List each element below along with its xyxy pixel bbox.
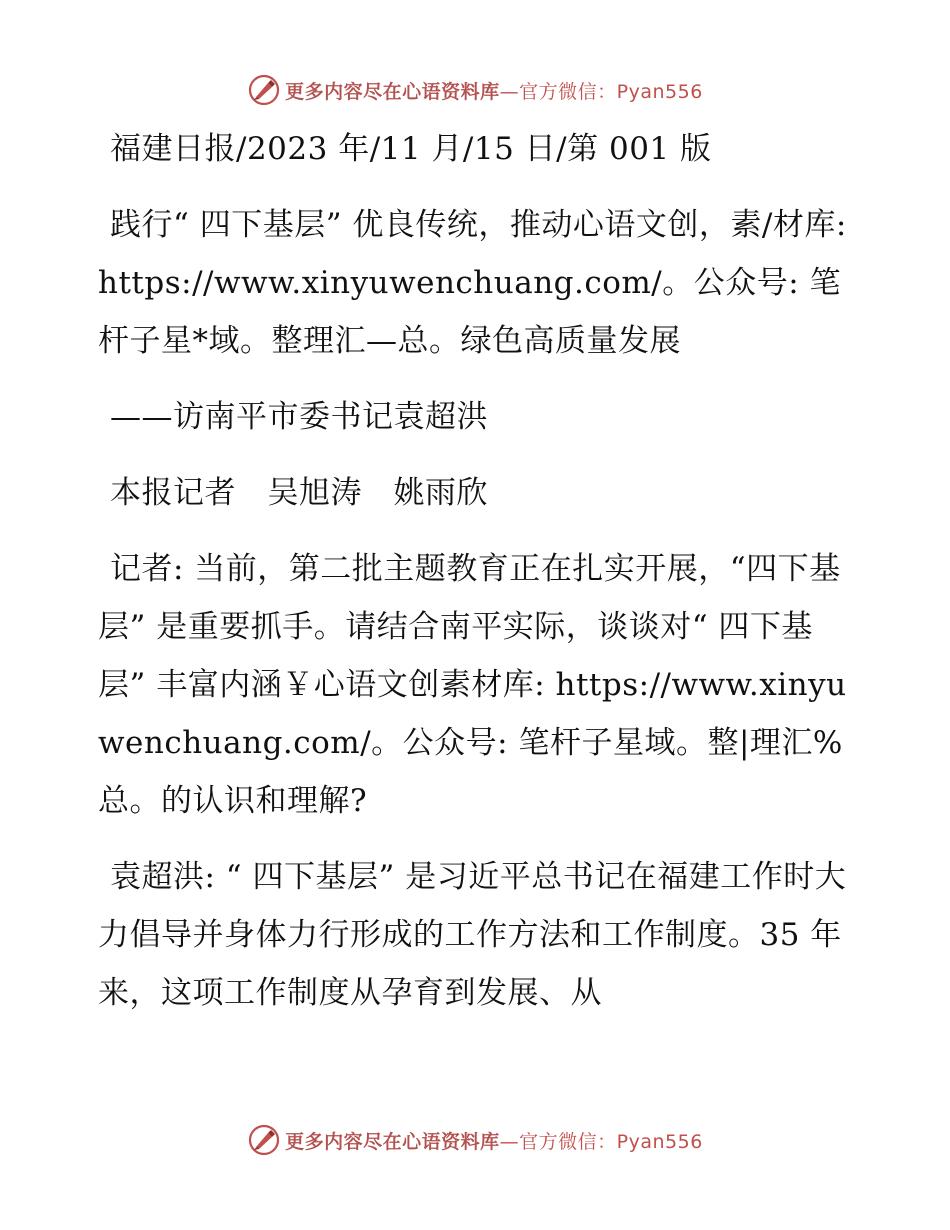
watermark-banner-inner — [247, 1123, 703, 1157]
watermark-banner-bottom — [0, 1120, 950, 1160]
interview-answer: 袁超洪: “ 四下基层” 是习近平总书记在福建工作时大力倡导并身体力行形成的工作方法和工作制度。35 年来，这项工作制度从孕育到发展、从 — [98, 859, 847, 1011]
interview-question: 记者: 当前，第二批主题教育正在扎实开展，“四下基层” 是重要抓手。请结合南平实际，谈谈对“ 四下基层” 丰富内涵￥心语文创素材库: https://www.xinyuwenchuang.com/。公众号: 笔杆子星域。整|理汇%总。的认识和理解? — [98, 551, 847, 819]
watermark-banner-inner — [247, 73, 703, 107]
watermark-main-text: 更多内容尽在心语资料库 — [285, 80, 500, 103]
watermark-text — [285, 77, 703, 104]
watermark-main-text: 更多内容尽在心语资料库 — [285, 1130, 500, 1153]
headline: 践行“ 四下基层” 优良传统，推动心语文创，素/材库: https://www.xinyuwenchuang.com/。公众号: 笔杆子星*域。整理汇—总。绿色高质量发展 — [98, 207, 847, 359]
pen-nib-logo-icon — [247, 73, 281, 107]
watermark-contact-text: —官方微信：Pyan556 — [499, 80, 703, 103]
dateline: 福建日报/2023 年/11 月/15 日/第 001 版 — [110, 131, 712, 167]
subtitle: ——访南平市委书记袁超洪 — [110, 399, 488, 435]
watermark-contact-text: —官方微信：Pyan556 — [499, 1130, 703, 1153]
watermark-banner-top — [0, 70, 950, 110]
pen-nib-logo-icon — [247, 1123, 281, 1157]
document-body — [98, 120, 858, 1040]
watermark-text — [285, 1127, 703, 1154]
byline: 本报记者 吴旭涛 姚雨欣 — [110, 475, 488, 511]
